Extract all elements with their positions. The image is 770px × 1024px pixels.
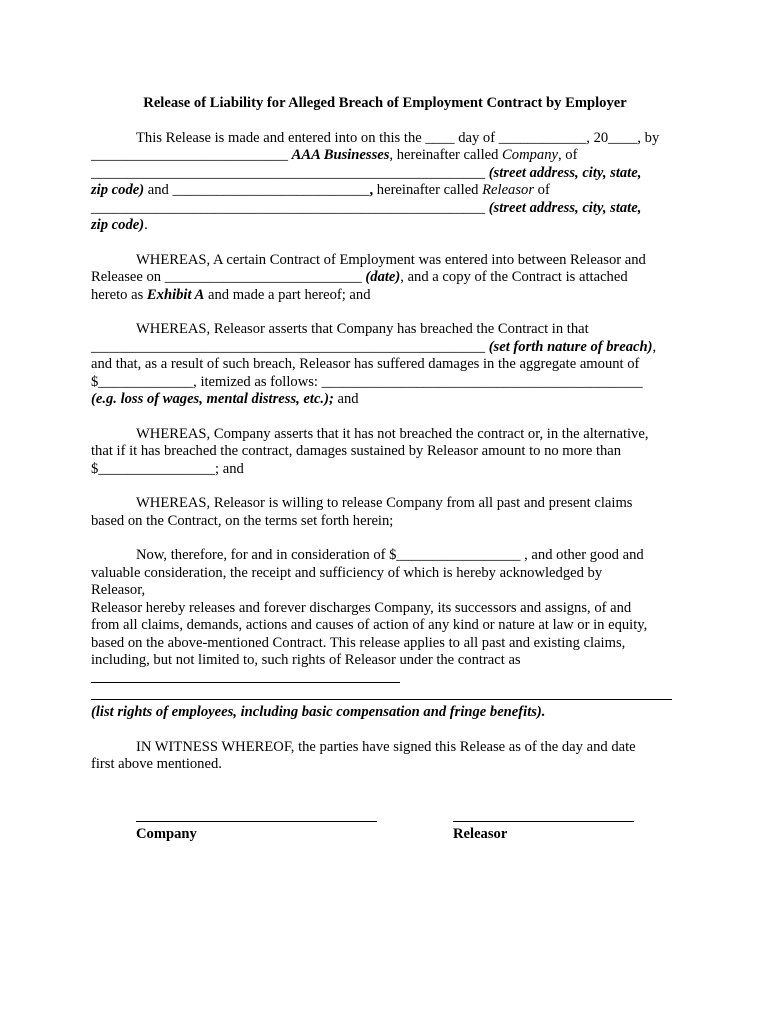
whereas3-line-1: WHEREAS, Company asserts that it has not breached the contract or, in the alternative, <box>136 426 649 442</box>
whereas3-line-3[interactable]: $________________; and <box>91 461 244 477</box>
intro-text: , of <box>558 147 578 163</box>
breach-blank[interactable]: ______________________________________________________ <box>91 339 489 355</box>
intro-line-3 <box>91 164 641 182</box>
releasor-signature-line[interactable] <box>453 821 634 822</box>
intro-line-6 <box>91 216 148 234</box>
witness-line-2: first above mentioned. <box>91 756 222 772</box>
releasor-signature-label: Releasor <box>453 826 508 842</box>
intro-text: of <box>534 182 550 198</box>
whereas2-text: , <box>652 339 657 355</box>
breach-hint: (set forth nature of breach) <box>488 339 653 355</box>
intro-text: , hereinafter called <box>389 147 503 163</box>
contract-date-blank[interactable]: Releasee on ___________________________ <box>91 269 366 285</box>
intro-line-5 <box>91 199 641 217</box>
address-hint: (street address, city, state, <box>488 165 642 181</box>
whereas1-text: , and a copy of the Contract is attached <box>400 269 628 285</box>
whereas4-line-2: based on the Contract, on the terms set forth herein; <box>91 513 394 529</box>
period: . <box>144 217 148 233</box>
consideration-line-2: valuable consideration, the receipt and sufficiency of which is hereby acknowledged by <box>91 565 603 581</box>
address-hint: (street address, city, state, <box>488 200 642 216</box>
whereas2-line-4[interactable]: $_____________, itemized as follows: ____________________________________________ <box>91 374 643 390</box>
consideration-line-1[interactable]: Now, therefore, for and in consideration of $_________________ , and other good and <box>136 547 644 563</box>
whereas2-text: and <box>333 391 359 407</box>
comma: , <box>369 182 374 198</box>
whereas2-line-1: WHEREAS, Releasor asserts that Company has breached the Contract in that <box>136 321 589 337</box>
whereas2-line-3: and that, as a result of such breach, Releasor has suffered damages in the aggregate amount of <box>91 356 640 372</box>
whereas2-line-5 <box>91 390 359 408</box>
zip-hint: zip code) <box>91 182 145 198</box>
intro-line-4 <box>91 181 550 199</box>
date-hint: (date) <box>365 269 401 285</box>
consideration-line-6: based on the above-mentioned Contract. This release applies to all past and existing claims, <box>91 635 626 651</box>
company-name: AAA Businesses <box>291 147 390 163</box>
releasor-address-blank[interactable]: ______________________________________________________ <box>91 200 489 216</box>
whereas1-text: and made a part hereof; and <box>204 287 371 303</box>
consideration-line-7: including, but not limited to, such rights of Releasor under the contract as <box>91 652 521 668</box>
witness-line-1: IN WITNESS WHEREOF, the parties have signed this Release as of the day and date <box>136 739 636 755</box>
rights-blank-line-1[interactable] <box>91 682 400 683</box>
rights-hint: (list rights of employees, including basic compensation and fringe benefits). <box>91 704 546 720</box>
company-name-blank[interactable]: ___________________________ <box>91 147 292 163</box>
consideration-line-4: Releasor hereby releases and forever discharges Company, its successors and assigns, of and <box>91 600 632 616</box>
company-term: Company <box>502 147 558 163</box>
company-address-blank[interactable]: ______________________________________________________ <box>91 165 489 181</box>
damages-hint: (e.g. loss of wages, mental distress, etc.); <box>91 391 334 407</box>
releasor-term: Releasor <box>482 182 535 198</box>
intro-line-2 <box>91 146 577 164</box>
consideration-line-5: from all claims, demands, actions and causes of action of any kind or nature at law or in equity, <box>91 617 648 633</box>
whereas1-line-1: WHEREAS, A certain Contract of Employment was entered into between Releasor and <box>136 252 646 268</box>
zip-hint: zip code) <box>91 217 145 233</box>
intro-line-1: This Release is made and entered into on this the ____ day of ____________, 20____, by <box>136 130 660 146</box>
rights-blank-line-2[interactable] <box>91 699 672 700</box>
document-title: Release of Liability for Alleged Breach of Employment Contract by Employer <box>143 95 627 111</box>
releasor-name-blank[interactable]: and ___________________________ <box>144 182 370 198</box>
whereas1-line-2 <box>91 268 628 286</box>
exhibit-label: Exhibit A <box>146 287 205 303</box>
whereas1-line-3 <box>91 286 371 304</box>
company-signature-line[interactable] <box>136 821 377 822</box>
whereas1-text: hereto as <box>91 287 147 303</box>
company-signature-label: Company <box>136 826 197 842</box>
whereas3-line-2: that if it has breached the contract, damages sustained by Releasor amount to no more than <box>91 443 622 459</box>
intro-text: hereinafter called <box>373 182 483 198</box>
consideration-line-3: Releasor, <box>91 582 146 598</box>
whereas2-line-2 <box>91 338 656 356</box>
whereas4-line-1: WHEREAS, Releasor is willing to release Company from all past and present claims <box>136 495 633 511</box>
